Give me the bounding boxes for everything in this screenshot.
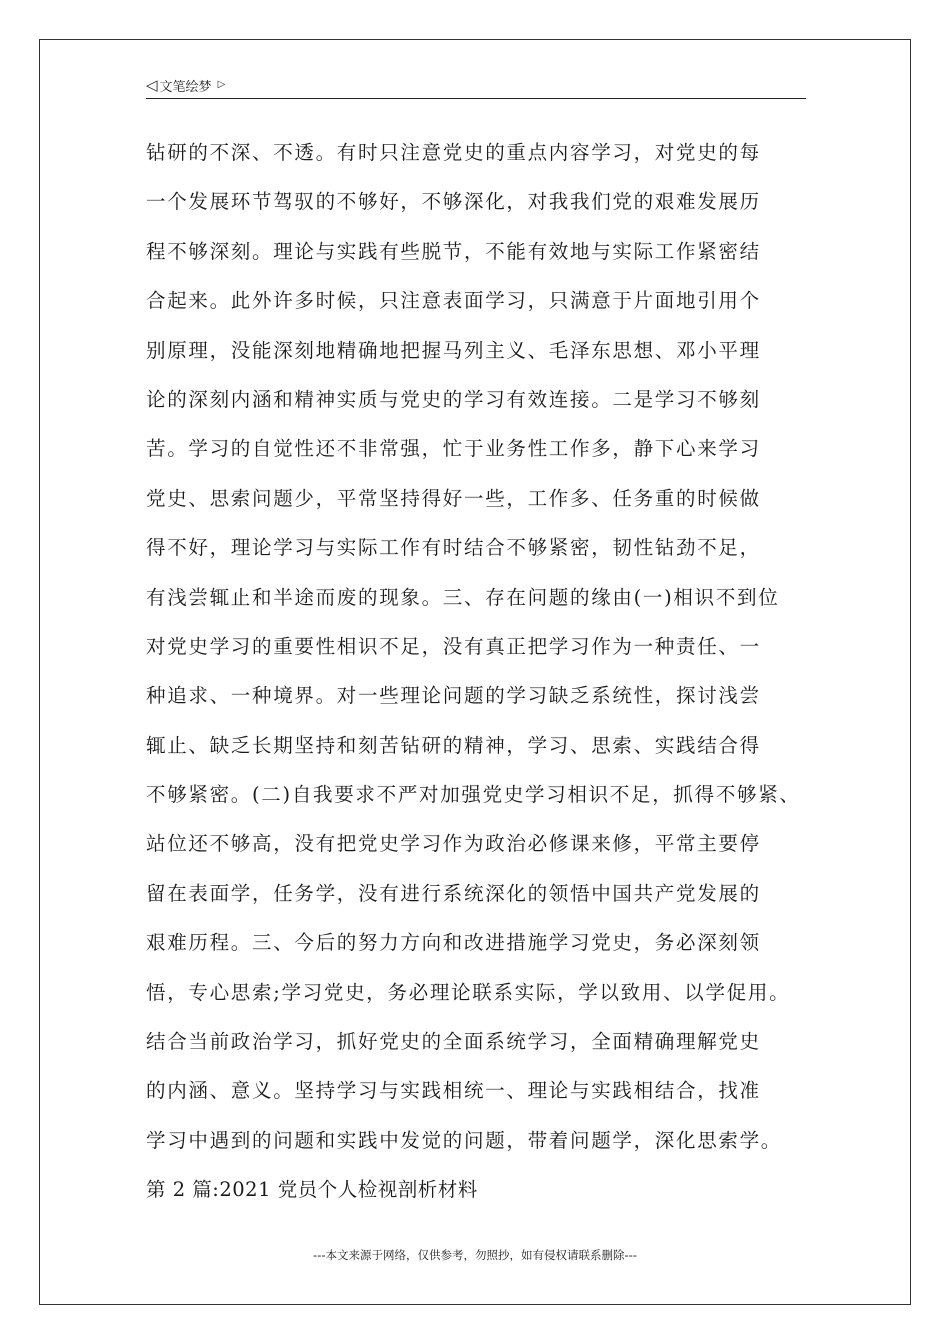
body-line: 对党史学习的重要性相识不足，没有真正把学习作为一种责任、一: [146, 634, 761, 658]
body-line: 得不好，理论学习与实际工作有时结合不够紧密，韧性钻劲不足，: [146, 536, 761, 560]
body-line: 结合当前政治学习，抓好党史的全面系统学习，全面精确理解党史: [146, 1030, 761, 1054]
triangle-right-icon: ▷: [217, 79, 226, 90]
body-line: 合起来。此外许多时候，只注意表面学习，只满意于片面地引用个: [146, 289, 761, 313]
body-line: 种追求、一种境界。对一些理论问题的学习缺乏系统性，探讨浅尝: [146, 684, 761, 708]
header-brand: 文笔绘梦: [159, 79, 212, 95]
body-line: 艰难历程。三、今后的努力方向和改进措施学习党史，务必深刻领: [146, 931, 761, 955]
body-line: 站位还不够高，没有把党史学习作为政治必修课来修，平常主要停: [146, 832, 761, 856]
body-line: 程不够深刻。理论与实践有些脱节，不能有效地与实际工作紧密结: [146, 239, 761, 263]
body-line: 苦。学习的自觉性还不非常强，忙于业务性工作多，静下心来学习: [146, 437, 761, 461]
body-line: 悟，专心思索;学习党史，务必理论联系实际，学以致用、以学促用。: [146, 980, 791, 1004]
body-line: 一个发展环节驾驭的不够好，不够深化，对我我们党的艰难发展历: [146, 190, 761, 214]
body-line: 留在表面学，任务学，没有进行系统深化的领悟中国共产党发展的: [146, 881, 761, 905]
document-body: [146, 128, 811, 1215]
section-heading: 第 2 篇:2021 党员个人检视剖析材料: [146, 1178, 478, 1202]
body-line: 别原理，没能深刻地精确地把握马列主义、毛泽东思想、邓小平理: [146, 338, 761, 362]
footer-notice: ---本文来源于网络，仅供参考，勿照抄，如有侵权请联系删除---: [313, 1248, 637, 1262]
body-line: 的内涵、意义。坚持学习与实践相统一、理论与实践相结合，找准: [146, 1079, 761, 1103]
body-line: 有浅尝辄止和半途而废的现象。三、存在问题的缘由(一)相识不到位: [146, 585, 780, 609]
page-header: [146, 72, 806, 99]
body-line: 党史、思索问题少，平常坚持得好一些，工作多、任务重的时候做: [146, 486, 761, 510]
body-line: 不够紧密。(二)自我要求不严对加强党史学习相识不足，抓得不够紧、: [146, 783, 801, 807]
triangle-left-icon: ◁: [146, 75, 158, 94]
body-line: 钻研的不深、不透。有时只注意党史的重点内容学习，对党史的每: [146, 141, 761, 164]
body-line: 辄止、缺乏长期坚持和刻苦钻研的精神，学习、思索、实践结合得: [146, 733, 761, 757]
body-line: 学习中遇到的问题和实践中发觉的问题，带着问题学，深化思索学。: [146, 1128, 783, 1152]
body-line: 论的深刻内涵和精神实质与党史的学习有效连接。二是学习不够刻: [146, 387, 761, 411]
